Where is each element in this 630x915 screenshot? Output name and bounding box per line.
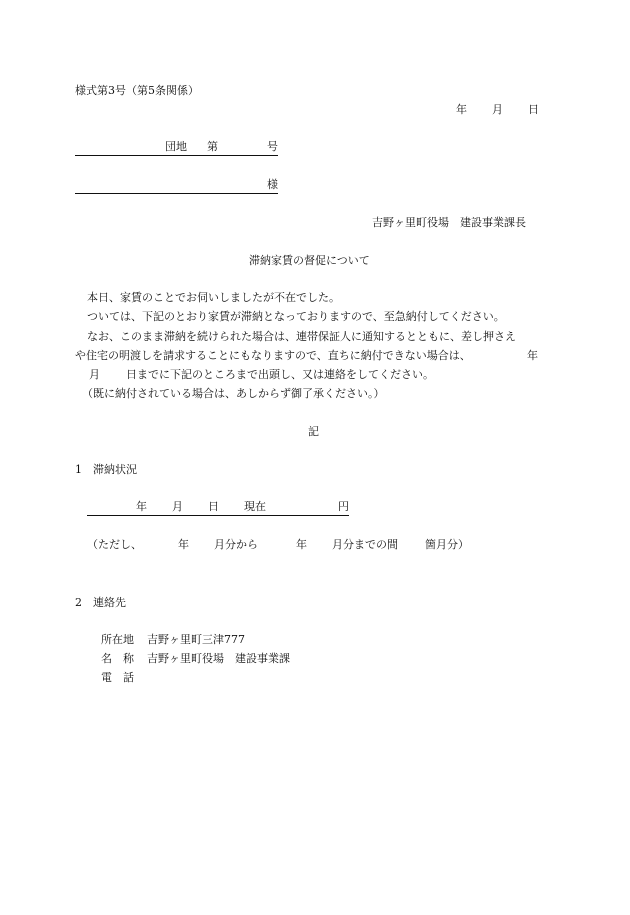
body-line-1: 本日、家賃のことでお伺いしましたが不在でした。 xyxy=(87,291,340,304)
date-day-label: 日 xyxy=(528,103,539,116)
go-label: 号 xyxy=(267,140,278,153)
name-underline xyxy=(75,193,278,194)
period-months: 箇月分） xyxy=(425,538,469,551)
section-1-heading: 1 滞納状況 xyxy=(75,463,137,476)
office-name-label: 名 称 xyxy=(101,652,134,665)
status-day-label: 日 xyxy=(208,500,219,513)
status-genzai-label: 現在 xyxy=(244,500,266,513)
body-line-4: や住宅の明渡しを請求することにもなりますので、直ちに納付できない場合は、 xyxy=(75,349,471,362)
body-line-6: （既に納付されている場合は、あしからず御了承ください。） xyxy=(82,387,385,400)
ki-heading: 記 xyxy=(308,425,319,438)
address-value: 吉野ヶ里町三津777 xyxy=(147,633,245,646)
sama-label: 様 xyxy=(267,178,278,191)
body-deadline-month: 月 xyxy=(89,368,100,381)
sender: 吉野ヶ里町役場 建設事業課長 xyxy=(372,216,526,229)
period-from-month: 月分から xyxy=(214,538,258,551)
dai-label: 第 xyxy=(207,140,218,153)
status-month-label: 月 xyxy=(172,500,183,513)
document-title: 滞納家賃の督促について xyxy=(249,254,370,267)
body-line-3: なお、このまま滞納を続けられた場合は、連帯保証人に通知するとともに、差し押さえ xyxy=(87,330,516,343)
date-month-label: 月 xyxy=(492,103,503,116)
address-label: 所在地 xyxy=(101,633,134,646)
form-number: 様式第3号（第5条関係） xyxy=(75,84,199,97)
office-name-value: 吉野ヶ里町役場 建設事業課 xyxy=(147,652,290,665)
period-to-year: 年 xyxy=(296,538,307,551)
section-2-heading: 2 連絡先 xyxy=(75,596,126,609)
status-underline xyxy=(87,515,349,516)
body-line-2: ついては、下記のとおり家賃が滞納となっておりますので、至急納付してください。 xyxy=(87,310,505,323)
date-year-label: 年 xyxy=(456,103,467,116)
period-to-month: 月分までの間 xyxy=(332,538,398,551)
body-deadline-year: 年 xyxy=(527,349,538,362)
danchi-label: 団地 xyxy=(165,140,187,153)
period-open: （ただし、 xyxy=(87,538,142,551)
period-from-year: 年 xyxy=(178,538,189,551)
body-line-5: 日までに下記のところまで出頭し、又は連絡をしてください。 xyxy=(126,368,434,381)
phone-label: 電 話 xyxy=(101,671,134,684)
address-underline xyxy=(75,155,278,156)
status-year-label: 年 xyxy=(136,500,147,513)
status-yen-label: 円 xyxy=(338,500,349,513)
